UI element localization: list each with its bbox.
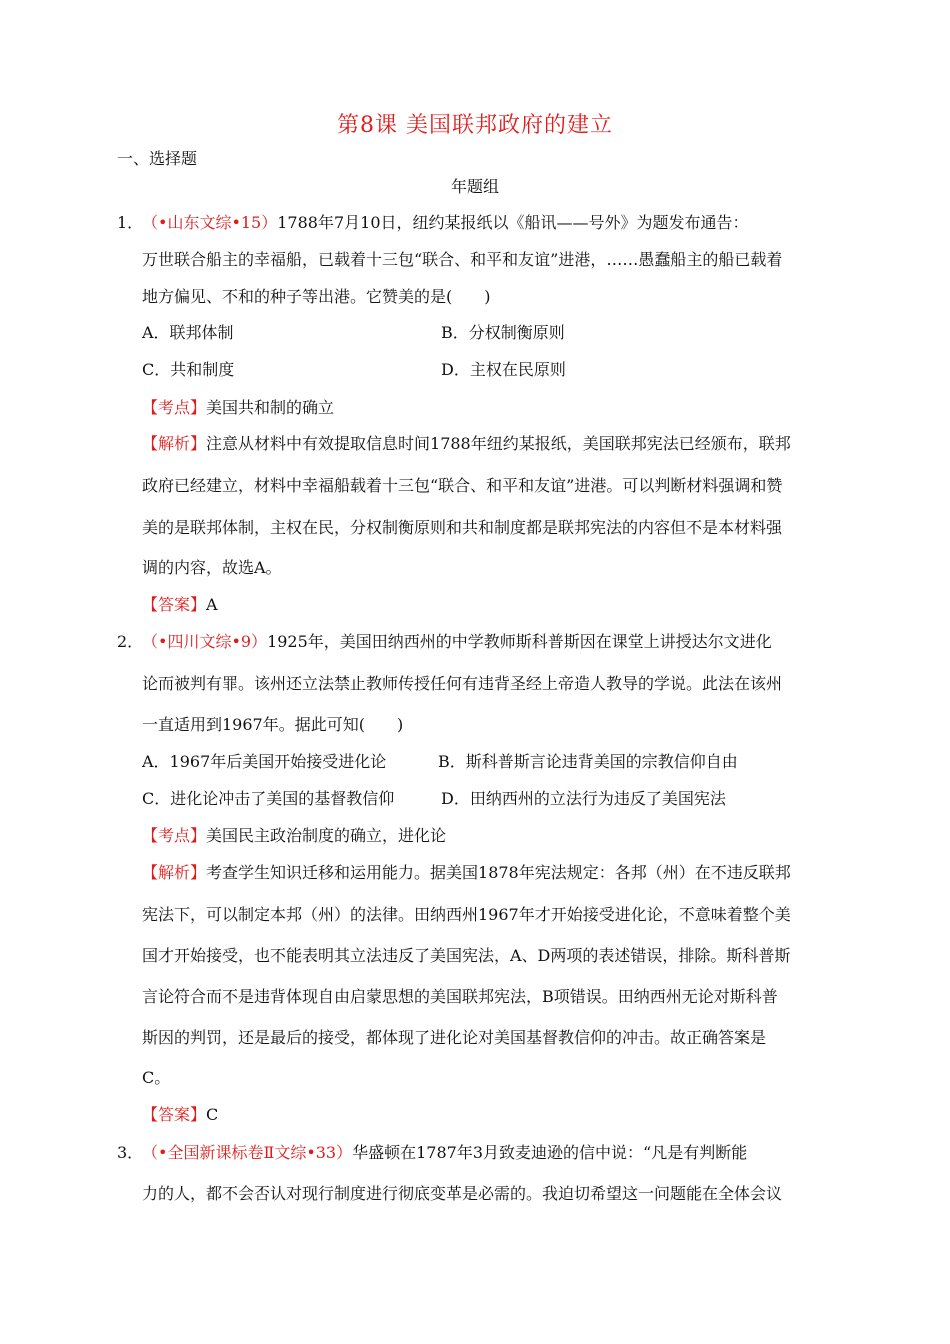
option-c: C．进化论冲击了美国的基督教信仰 — [142, 789, 395, 808]
question-stem-line — [142, 212, 749, 234]
question-stem-line: 万世联合船主的幸福船，已载着十三包“联合、和平和友谊”进港，……愚蠢船主的船已载着 — [142, 250, 783, 269]
question-stem-line: 地方偏见、不和的种子等出港。它赞美的是( ) — [142, 287, 491, 306]
question-number: 2． — [117, 632, 144, 651]
question-source: （•山东文综•15） — [142, 213, 278, 232]
option-b: B．分权制衡原则 — [441, 323, 565, 342]
jiexi-line: 国才开始接受，也不能表明其立法违反了美国宪法，A、D两项的表述错误，排除。斯科普斯 — [142, 946, 791, 965]
jiexi-line: 政府已经建立，材料中幸福船载着十三包“联合、和平和友谊”进港。可以判断材料强调和赞 — [142, 476, 783, 495]
answer-line — [142, 1104, 218, 1126]
jiexi-line: 斯因的判罚，还是最后的接受，都体现了进化论对美国基督教信仰的冲击。故正确答案是 — [142, 1028, 767, 1047]
jiexi-text: 考查学生知识迁移和运用能力。据美国1878年宪法规定：各邦（州）在不违反联邦 — [206, 863, 791, 882]
option-c: C．共和制度 — [142, 360, 235, 379]
jiexi-line: 美的是联邦体制，主权在民，分权制衡原则和共和制度都是联邦宪法的内容但不是本材料强 — [142, 518, 783, 537]
question-source: （•四川文综•9） — [142, 632, 268, 651]
jiexi-tag: 【解析】 — [142, 434, 207, 453]
question-stem-line: 论而被判有罪。该州还立法禁止教师传授任何有违背圣经上帝造人教导的学说。此法在该州 — [142, 674, 783, 693]
kaodian-line — [142, 397, 334, 419]
kaodian-text: 美国民主政治制度的确立，进化论 — [206, 826, 447, 845]
kaodian-line — [142, 825, 446, 847]
question-stem-line: 一直适用到1967年。据此可知( ) — [142, 715, 404, 734]
kaodian-tag: 【考点】 — [142, 398, 207, 417]
jiexi-line: C。 — [142, 1068, 171, 1087]
jiexi-line: 宪法下，可以制定本邦（州）的法律。田纳西州1967年才开始接受进化论，不意味着整个美 — [142, 905, 791, 924]
answer-text: A — [206, 595, 218, 614]
jiexi-line — [142, 862, 791, 884]
kaodian-text: 美国共和制的确立 — [206, 398, 335, 417]
jiexi-tag: 【解析】 — [142, 863, 207, 882]
question-stem-line — [142, 1142, 747, 1164]
question-stem-text: 1925年，美国田纳西州的中学教师斯科普斯因在课堂上讲授达尔文进化 — [267, 632, 772, 651]
option-d: D．主权在民原则 — [441, 360, 566, 379]
question-stem-text: 华盛顿在1787年3月致麦迪逊的信中说：“凡是有判断能 — [352, 1143, 748, 1162]
question-stem-text: 1788年7月10日，纽约某报纸以《船讯——号外》为题发布通告： — [277, 213, 749, 232]
answer-tag: 【答案】 — [142, 1105, 207, 1124]
option-a: A．联邦体制 — [142, 323, 234, 342]
jiexi-text: 注意从材料中有效提取信息时间1788年纽约某报纸，美国联邦宪法已经颁布，联邦 — [206, 434, 791, 453]
answer-text: C — [206, 1105, 219, 1124]
jiexi-line: 言论符合而不是违背体现自由启蒙思想的美国联邦宪法，B项错误。田纳西州无论对斯科普 — [142, 987, 778, 1006]
section-heading: 一、选择题 — [117, 149, 198, 168]
question-stem-line: 力的人，都不会否认对现行制度进行彻底变革是必需的。我迫切希望这一问题能在全体会议 — [142, 1184, 783, 1203]
question-source: （•全国新课标卷Ⅱ文综•33） — [142, 1143, 353, 1162]
question-number: 3． — [117, 1143, 144, 1162]
option-a: A．1967年后美国开始接受进化论 — [142, 752, 387, 771]
option-b: B．斯科普斯言论违背美国的宗教信仰自由 — [438, 752, 738, 771]
answer-tag: 【答案】 — [142, 595, 207, 614]
group-heading: 年题组 — [450, 177, 499, 196]
question-number: 1． — [117, 213, 144, 232]
jiexi-line: 调的内容，故选A。 — [142, 558, 282, 577]
option-d: D．田纳西州的立法行为违反了美国宪法 — [441, 789, 726, 808]
kaodian-tag: 【考点】 — [142, 826, 207, 845]
page-title: 第8课 美国联邦政府的建立 — [337, 113, 613, 138]
answer-line — [142, 594, 218, 616]
jiexi-line — [142, 433, 791, 455]
question-stem-line — [142, 631, 772, 653]
